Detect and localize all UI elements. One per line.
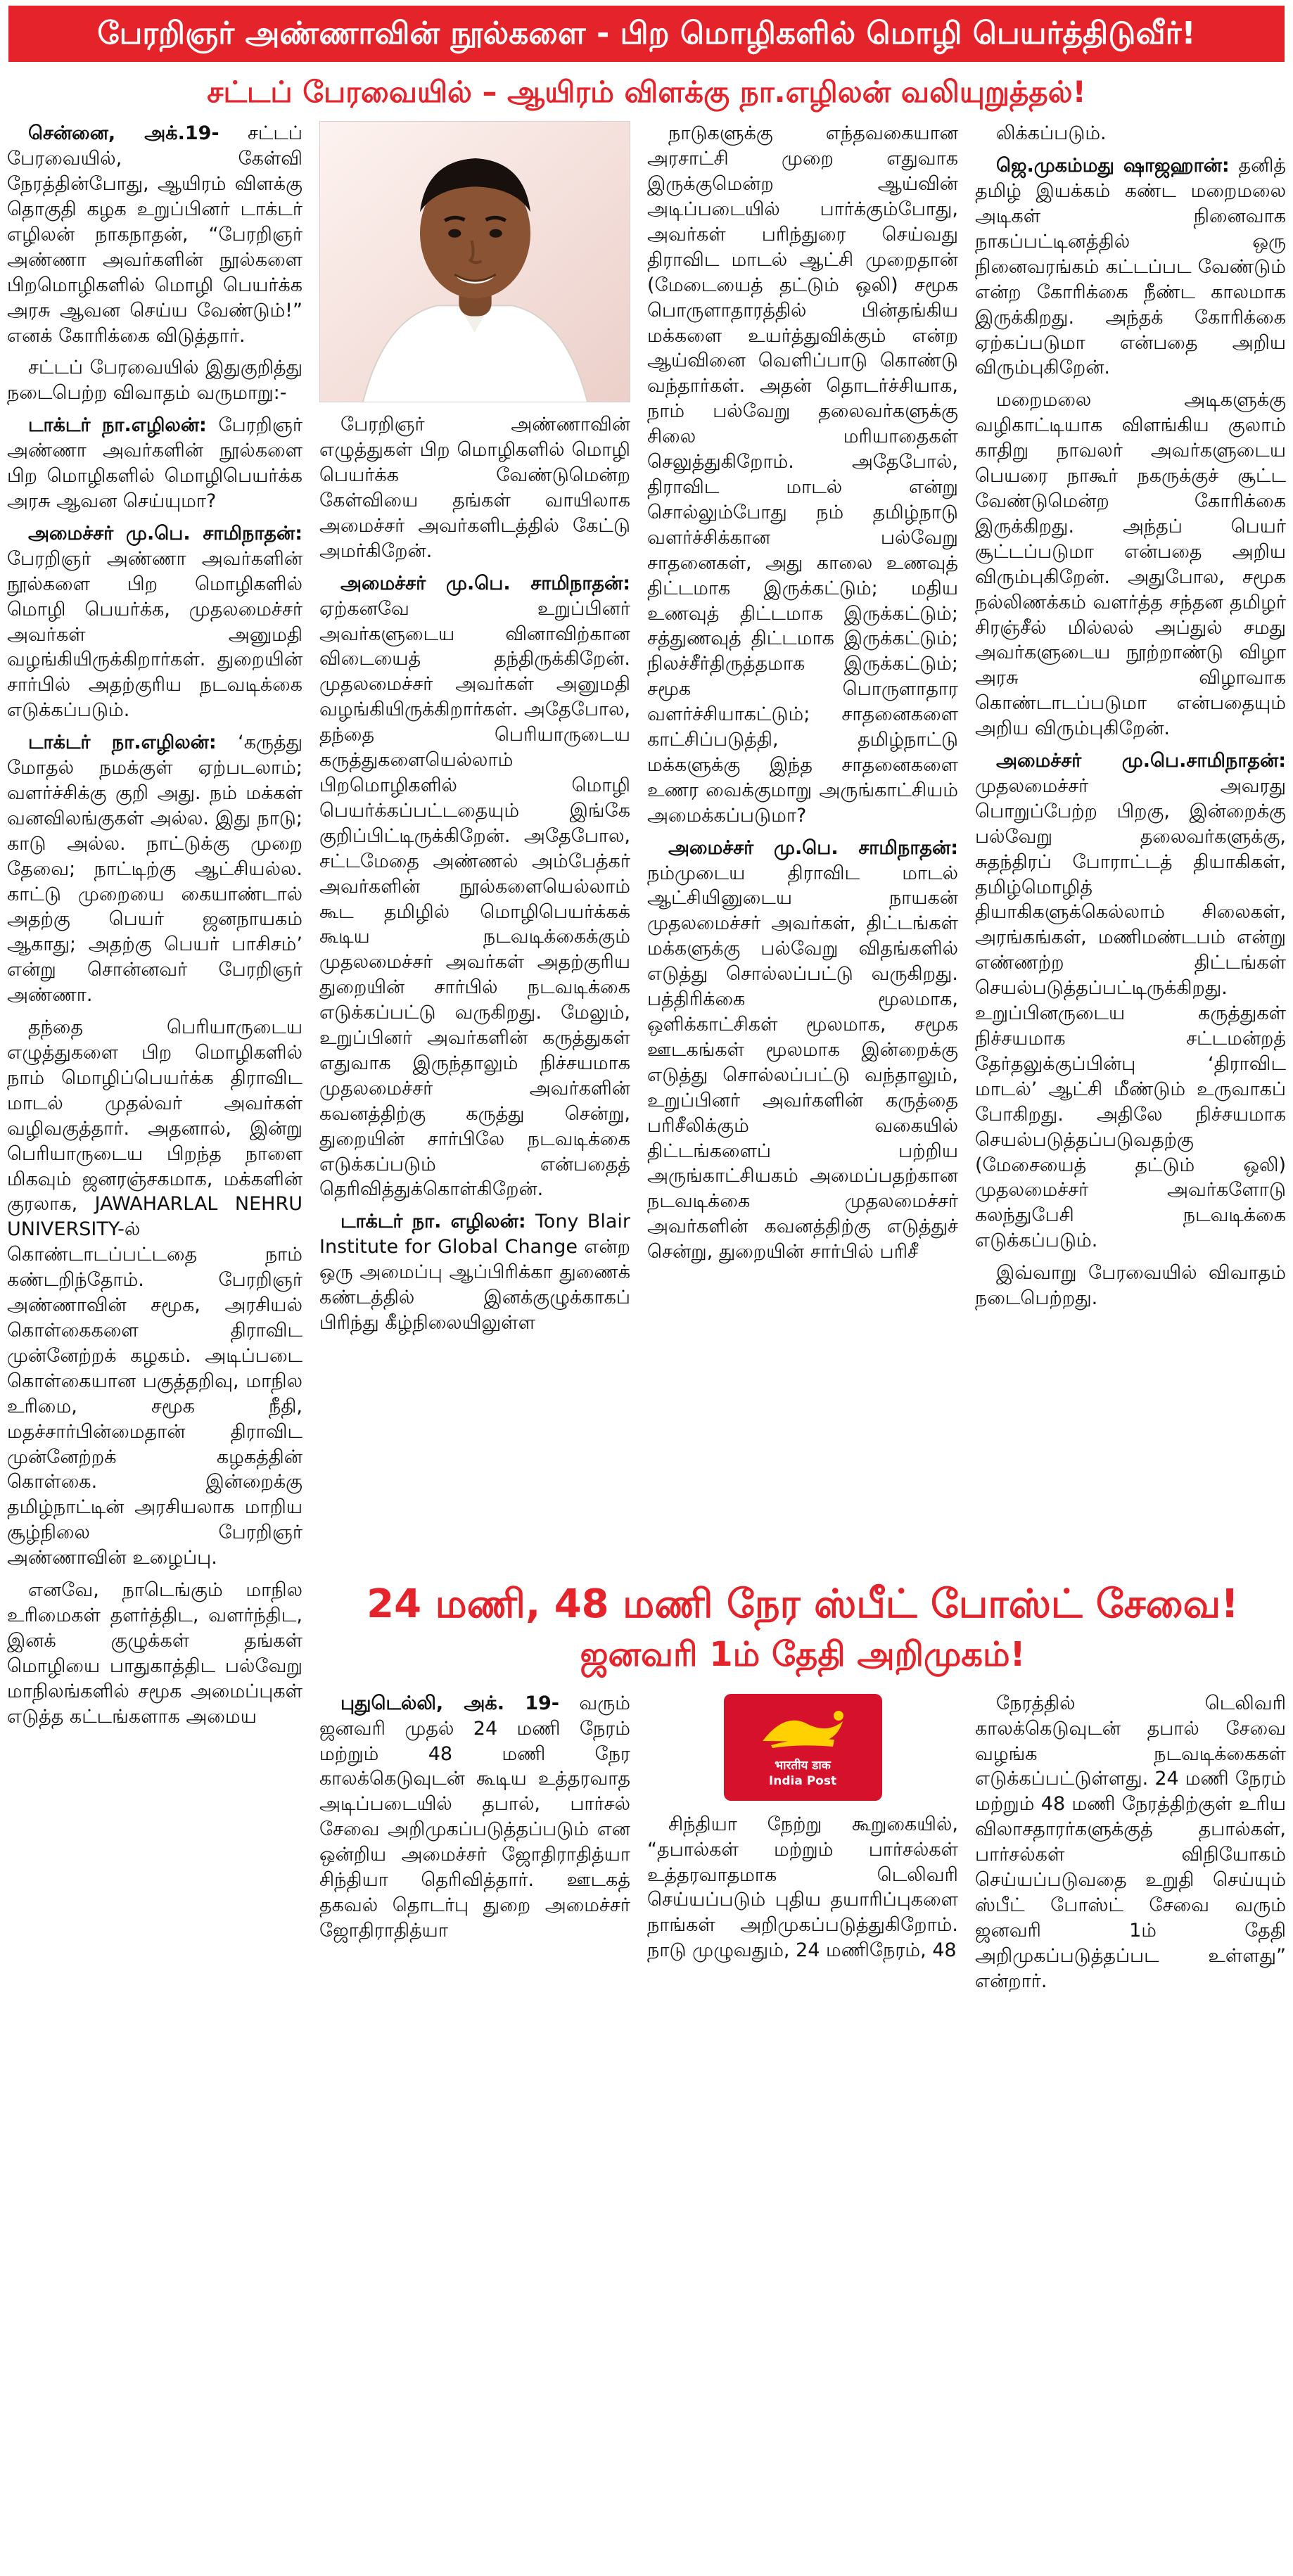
speaker-name: ஜெ.முகம்மது ஷாஜஹான்: xyxy=(996,155,1239,177)
dateline: புதுடெல்லி, அக். 19- xyxy=(340,1692,559,1714)
paragraph xyxy=(319,571,630,1203)
article2-column-1 xyxy=(319,1691,630,2001)
paragraph-text: ஏற்கனவே உறுப்பினர் அவர்களுடைய வினாவிற்கான விடையைத் தந்திருக்கிறேன். முதலமைச்சர் அவர்கள் அனுமதி வழங்கியிருக்கிறார்கள். அதேபோல, தந்தை பெரியாருடைய கருத்துகளையெல்லாம் பிறமொழிகளில் மொழி பெயர்க்கப்பட்டதையும் இங்கே குறிப்பிட்டிருக்கிறேன். அதேபோல, சட்டமேதை அண்ணல் அம்பேத்கர் அவர்களின் நூல்களையெல்லாம் கூட தமிழில் மொழிபெயர்க்கக் கூடிய நடவடிக்கைக்கும் முதலமைச்சர் அவர்கள் அதற்குரிய துறையின் சார்பில் நடவடிக்கை எடுக்கப்பட்டு வருகிறது. மேலும், உறுப்பினர் அவர்களின் கருத்துகள் எதுவாக இருந்தாலும் நிச்சயமாக முதலமைச்சர் அவர்களின் கவனத்திற்கு கருத்து சென்று, துறையின் சார்பிலே நடவடிக்கை எடுக்கப்படும் என்பதைத் தெரிவித்துக்கொள்கிறேன். xyxy=(319,597,630,1201)
paragraph-text: பேரறிஞர் அண்ணாவின் எழுத்துகள் பிற மொழிகளில் மொழி பெயர்க்க வேண்டுமென்ற கேள்வியை தங்கள் வாயிலாக அமைச்சர் அவர்களிடத்தில் கேட்டு அமர்கிறேன். xyxy=(319,414,630,562)
paragraph xyxy=(319,412,630,563)
article2-headline: 24 மணி, 48 மணி நேர ஸ்பீட் போஸ்ட் சேவை! xyxy=(367,1581,1239,1628)
speaker-name: டாக்டர் நா.எழிலன்: xyxy=(28,732,238,754)
paragraph xyxy=(647,121,958,828)
speaker-name: அமைச்சர் மு.பெ.சாமிநாதன்: xyxy=(996,750,1286,772)
paragraph xyxy=(975,121,1286,146)
paragraph-text: லிக்கப்படும். xyxy=(996,122,1107,145)
paragraph-text: Tony Blair Institute for Global Change என்ற ஒரு அமைப்பு ஆப்பிரிக்கா துணைக் கண்டத்தில் இனக்குழுக்காகப் பிரிந்து கீழ்நிலையிலுள்ள xyxy=(319,1211,630,1334)
paragraph xyxy=(7,1578,302,1729)
paragraph xyxy=(7,121,302,348)
article1-column-4 xyxy=(975,121,1286,1567)
article2-columns xyxy=(319,1691,1286,2001)
article1-column-2 xyxy=(319,121,630,1567)
main-headline-text: பேரறிஞர் அண்ணாவின் நூல்களை - பிற மொழிகளில் மொழி பெயர்த்திடுவீர்! xyxy=(97,15,1196,51)
paragraph-text: சட்டப் பேரவையில், கேள்வி நேரத்தின்போது, ஆயிரம் விளக்கு தொகுதி கழக உறுப்பினர் டாக்டர் எழிலன் நாகநாதன், “பேரறிஞர் அண்ணா அவர்களின் நூல்களை பிறமொழிகளில் மொழி பெயர்க்க அரசு ஆவன செய்ய வேண்டும்!” எனக் கோரிக்கை விடுத்தார். xyxy=(7,122,302,347)
paragraph xyxy=(7,1015,302,1571)
speaker-name: டாக்டர் நா.எழிலன்: xyxy=(28,414,219,437)
sub-headline: சட்டப் பேரவையில் – ஆயிரம் விளக்கு நா.எழிலன் வலியுறுத்தல்! xyxy=(207,74,1086,109)
paragraph-text: சிந்தியா நேற்று கூறுகையில், “தபால்கள் மற்றும் பார்சல்கள் உத்தரவாதமாக டெலிவரி செய்யப்படும் புதிய தயாரிப்புகளை நாங்கள் அறிமுகப்படுத்துகிறோம். நாடு முழுவதும், 24 மணிநேரம், 48 xyxy=(647,1813,958,1962)
article1-column-3 xyxy=(647,121,958,1567)
paragraph-text: நம்முடைய திராவிட மாடல் ஆட்சியினுடைய நாயகன் முதலமைச்சர் அவர்கள், திட்டங்கள் மக்களுக்கு பல்வேறு விதங்களில் எடுத்து சொல்லப்பட்டு வருகிறது. பத்திரிக்கை மூலமாக, ஒளிக்காட்சிகள் மூலமாக, சமூக ஊடகங்கள் மூலமாக இன்றைக்கு எடுத்து சொல்லப்பட்டு வந்தாலும், உறுப்பினர் அவர்களின் கருத்தை பரிசீலிக்கும் வகையில் திட்டங்களைப் பற்றிய அருங்காட்சியகம் அமைப்பதற்கான நடவடிக்கை முதலமைச்சர் அவர்களின் கவனத்திற்கு எடுத்துச் சென்று, துறையின் சார்பில் பரிசீ xyxy=(647,862,958,1263)
paragraph xyxy=(975,1261,1286,1311)
speaker-portrait-photo xyxy=(319,121,630,402)
paragraph-text: தனித் தமிழ் இயக்கம் கண்ட மறைமலை அடிகள் நினைவாக நாகப்பட்டினத்தில் ஒரு நினைவரங்கம் கட்டப்பட வேண்டும் என்ற கோரிக்கை நீண்ட காலமாக இருக்கிறது. அந்தக் கோரிக்கை ஏற்கப்படுமா என்பதை அறிய விரும்புகிறேன். xyxy=(975,155,1286,379)
speaker-name: அமைச்சர் மு.பெ. சாமிநாதன்: xyxy=(340,572,630,594)
speaker-name: அமைச்சர் மு.பெ. சாமிநாதன்: xyxy=(668,836,958,859)
india-post-hindi-label: भारतीय डाक xyxy=(775,1759,831,1773)
main-headline-banner xyxy=(8,6,1285,62)
paragraph-text: தந்தை பெரியாருடைய எழுத்துகளை பிற மொழிகளில் நாம் மொழிப்பெயர்க்க திராவிட மாடல் முதல்வர் அவர்கள் வழிவகுத்தார். அதனால், இன்று பெரியாருடைய பிறந்த நாளை மிகவும் ஜனரஞ்சகமாக, மக்களின் குரலாக, JAWAHARLAL NEHRU UNIVERSITY-ல் கொண்டாடப்பட்டதை நாம் கண்டறிந்தோம். பேரறிஞர் அண்ணாவின் சமூக, அரசியல் கொள்கைகளை திராவிட முன்னேற்றக் கழகம். அடிப்படை கொள்கையான பகுத்தறிவு, மாநில உரிமை, சமூக நீதி, மதச்சார்பின்மைதான் திராவிட முன்னேற்றக் கழகத்தின் கொள்கை. இன்றைக்கு தமிழ்நாட்டின் அரசியலாக மாறிய சூழ்நிலை பேரறிஞர் அண்ணாவின் உழைப்பு. xyxy=(7,1016,302,1569)
paragraph-text: இவ்வாறு பேரவையில் விவாதம் நடைபெற்றது. xyxy=(975,1262,1286,1310)
article2-column-3 xyxy=(975,1691,1286,2001)
paragraph-text: வரும் ஜனவரி முதல் 24 மணி நேரம் மற்றும் 48 மணி நேர காலக்கெடுவுடன் கூடிய உத்தரவாத அடிப்படையில் தபால், பார்சல் சேவை அறிமுகப்படுத்தப்படும் என ஒன்றிய அமைச்சர் ஜோதிராதித்யா சிந்தியா தெரிவித்தார். ஊடகத் தகவல் தொடர்பு துறை அமைச்சர் ஜோதிராதித்யா xyxy=(319,1692,630,1941)
paragraph xyxy=(7,413,302,514)
paragraph-text: நாடுகளுக்கு எந்தவகையான அரசாட்சி முறை எதுவாக இருக்குமென்ற ஆய்வின் அடிப்படையில் பார்க்கும்போது, அவர்கள் பரிந்துரை செய்வது திராவிட மாடல் ஆட்சி முறைதான் (மேடையைத் தட்டும் ஒலி) சமூக பொருளாதாரத்தில் பின்தங்கிய மக்களை உயர்த்துவிக்கும் என்ற ஆய்வினை வெளிப்பாடு கொண்டு வந்தார்கள். அதன் தொடர்ச்சியாக, நாம் பல்வேறு தலைவர்களுக்கு சிலை மரியாதைகள் செலுத்துகிறோம். அதேபோல், திராவிட மாடல் என்று சொல்லும்போது நம் தமிழ்நாடு வளர்ச்சிக்கான பல்வேறு சாதனைகள், அது காலை உணவுத் திட்டமாக இருக்கட்டும்; மதிய உணவுத் திட்டமாக இருக்கட்டும்; சத்துணவுத் திட்டமாக இருக்கட்டும்; நிலச்சீர்திருத்தமாக இருக்கட்டும்; சமூக பொருளாதார வளர்ச்சியாகட்டும்; சாதனைகளை காட்சிப்படுத்தி, தமிழ்நாட்டு மக்களுக்கு இந்த சாதனைகளை உணர வைக்குமாறு அருங்காட்சியம் அமைக்கப்படுமா? xyxy=(647,122,958,827)
paragraph-text: ‘கருத்து மோதல் நமக்குள் ஏற்படலாம்; வளர்ச்சிக்கு குறி அது. நம் மக்கள் வனவிலங்குகள் அல்ல. இது நாடு; காடு அல்ல. நாட்டுக்கு முறை தேவை; நாட்டிற்கு ஆட்சியல்ல. காட்டு முறையை கையாண்டால் அதற்கு பெயர் ஜனநாயகம் ஆகாது; அதற்கு பெயர் பாசிசம்’ என்று சொன்னவர் பேரறிஞர் அண்ணா. xyxy=(7,732,302,1007)
speaker-name: டாக்டர் நா. எழிலன்: xyxy=(340,1211,535,1233)
paragraph xyxy=(7,730,302,1008)
article1-columns-2-4 xyxy=(319,121,1286,1567)
article1-column-1 xyxy=(7,121,302,2001)
paragraph xyxy=(647,836,958,1265)
paragraph-text: பேரறிஞர் அண்ணா அவர்களின் நூல்களை பிற மொழிகளில் மொழி பெயர்க்க, முதலமைச்சர் அவர்கள் அனுமதி வழங்கியிருக்கிறார்கள். துறையின் சார்பில் அதற்குரிய நடவடிக்கை எடுக்கப்படும். xyxy=(7,547,302,722)
article2-subheadline: ஜனவரி 1ம் தேதி அறிமுகம்! xyxy=(580,1634,1026,1674)
portrait-illustration xyxy=(320,122,630,402)
paragraph-text: நேரத்தில் டெலிவரி காலக்கெடுவுடன் தபால் சேவை வழங்க நடவடிக்கைகள் எடுக்கப்பட்டுள்ளது. 24 மணி நேரம் மற்றும் 48 மணி நேரத்திற்குள் உரிய விலாசதாரர்களுக்குத் தபால்கள், பார்சல்கள் விநியோகம் செய்யப்படுவதை உறுதி செய்யும் ஸ்பீட் போஸ்ட் சேவை வரும் ஜனவரி 1ம் தேதி அறிமுகப்படுத்தப்பட உள்ளது” என்றார். xyxy=(975,1692,1286,1992)
paragraph xyxy=(975,153,1286,381)
paragraph xyxy=(975,1691,1286,1994)
speaker-name: அமைச்சர் மு.பெ. சாமிநாதன்: xyxy=(28,522,302,544)
india-post-logo xyxy=(724,1694,882,1801)
dateline: சென்னை, அக்.19- xyxy=(28,122,219,145)
paragraph-text: எனவே, நாடெங்கும் மாநில உரிமைகள் தளர்த்திட, வளர்ந்திட, இனக் குழுக்கள் தங்கள் மொழியை பாதுகாத்திட பல்வேறு மாநிலங்களில் சமூக அமைப்புகள் எடுத்த கட்டங்களாக அமைய xyxy=(7,1579,302,1728)
paragraph xyxy=(975,748,1286,1254)
paragraph xyxy=(7,521,302,723)
india-post-english-label: India Post xyxy=(768,1773,837,1788)
right-area xyxy=(319,121,1286,2001)
page-content xyxy=(7,121,1286,2001)
paragraph-text: மறைமலை அடிகளுக்கு வழிகாட்டியாக விளங்கிய குலாம் காதிறு நாவலர் அவர்களுடைய பெயரை நாகூர் நகருக்குச் சூட்ட வேண்டுமென்ற கோரிக்கை இருக்கிறது. அந்தப் பெயர் சூட்டப்படுமா என்பதை அறிய விரும்புகிறேன். அதுபோல, சமூக நல்லிணக்கம் வளர்த்த சந்தன தமிழர் சிரஞ்சீல் மில்லல் அப்துல் சமது அவர்களுடைய நூற்றாண்டு விழா அரசு விழாவாக கொண்டாடப்படுமா என்பதையும் அறிய விரும்புகிறேன். xyxy=(975,389,1286,740)
paragraph-text: பேரறிஞர் அண்ணா அவர்களின் நூல்களை பிற மொழிகளில் மொழிபெயர்க்க அரசு ஆவன செய்யுமா? xyxy=(7,414,302,512)
india-post-emblem-icon xyxy=(757,1706,848,1758)
paragraph xyxy=(975,388,1286,741)
paragraph xyxy=(319,1209,630,1336)
paragraph xyxy=(319,1691,630,1944)
article2 xyxy=(319,1571,1286,2001)
paragraph xyxy=(647,1812,958,1963)
paragraph-text: சட்டப் பேரவையில் இதுகுறித்து நடைபெற்ற விவாதம் வருமாறு:- xyxy=(7,357,302,404)
paragraph-text: முதலமைச்சர் அவரது பொறுப்பேற்ற பிறகு, இன்றைக்கு பல்வேறு தலைவர்களுக்கு, சுதந்திரப் போராட்டத் தியாகிகள், தமிழ்மொழித் தியாகிகளுக்கெல்லாம் சிலைகள், அரங்கங்கள், மணிமண்டபம் என்று எண்ணற்ற திட்டங்கள் செயல்படுத்தப்பட்டிருக்கிறது. உறுப்பினருடைய கருத்துகள் நிச்சயமாக சட்டமன்றத் தேர்தலுக்குப்பின்பு ‘திராவிட மாடல்’ ஆட்சி மீண்டும் உருவாகப் போகிறது. அதிலே நிச்சயமாக செயல்படுத்தப்படுவதற்கு (மேசையைத் தட்டும் ஒலி) முதலமைச்சர் அவர்களோடு கலந்துபேசி நடவடிக்கை எடுக்கப்படும். xyxy=(975,774,1286,1252)
article2-column-2 xyxy=(647,1691,958,2001)
paragraph xyxy=(7,355,302,406)
